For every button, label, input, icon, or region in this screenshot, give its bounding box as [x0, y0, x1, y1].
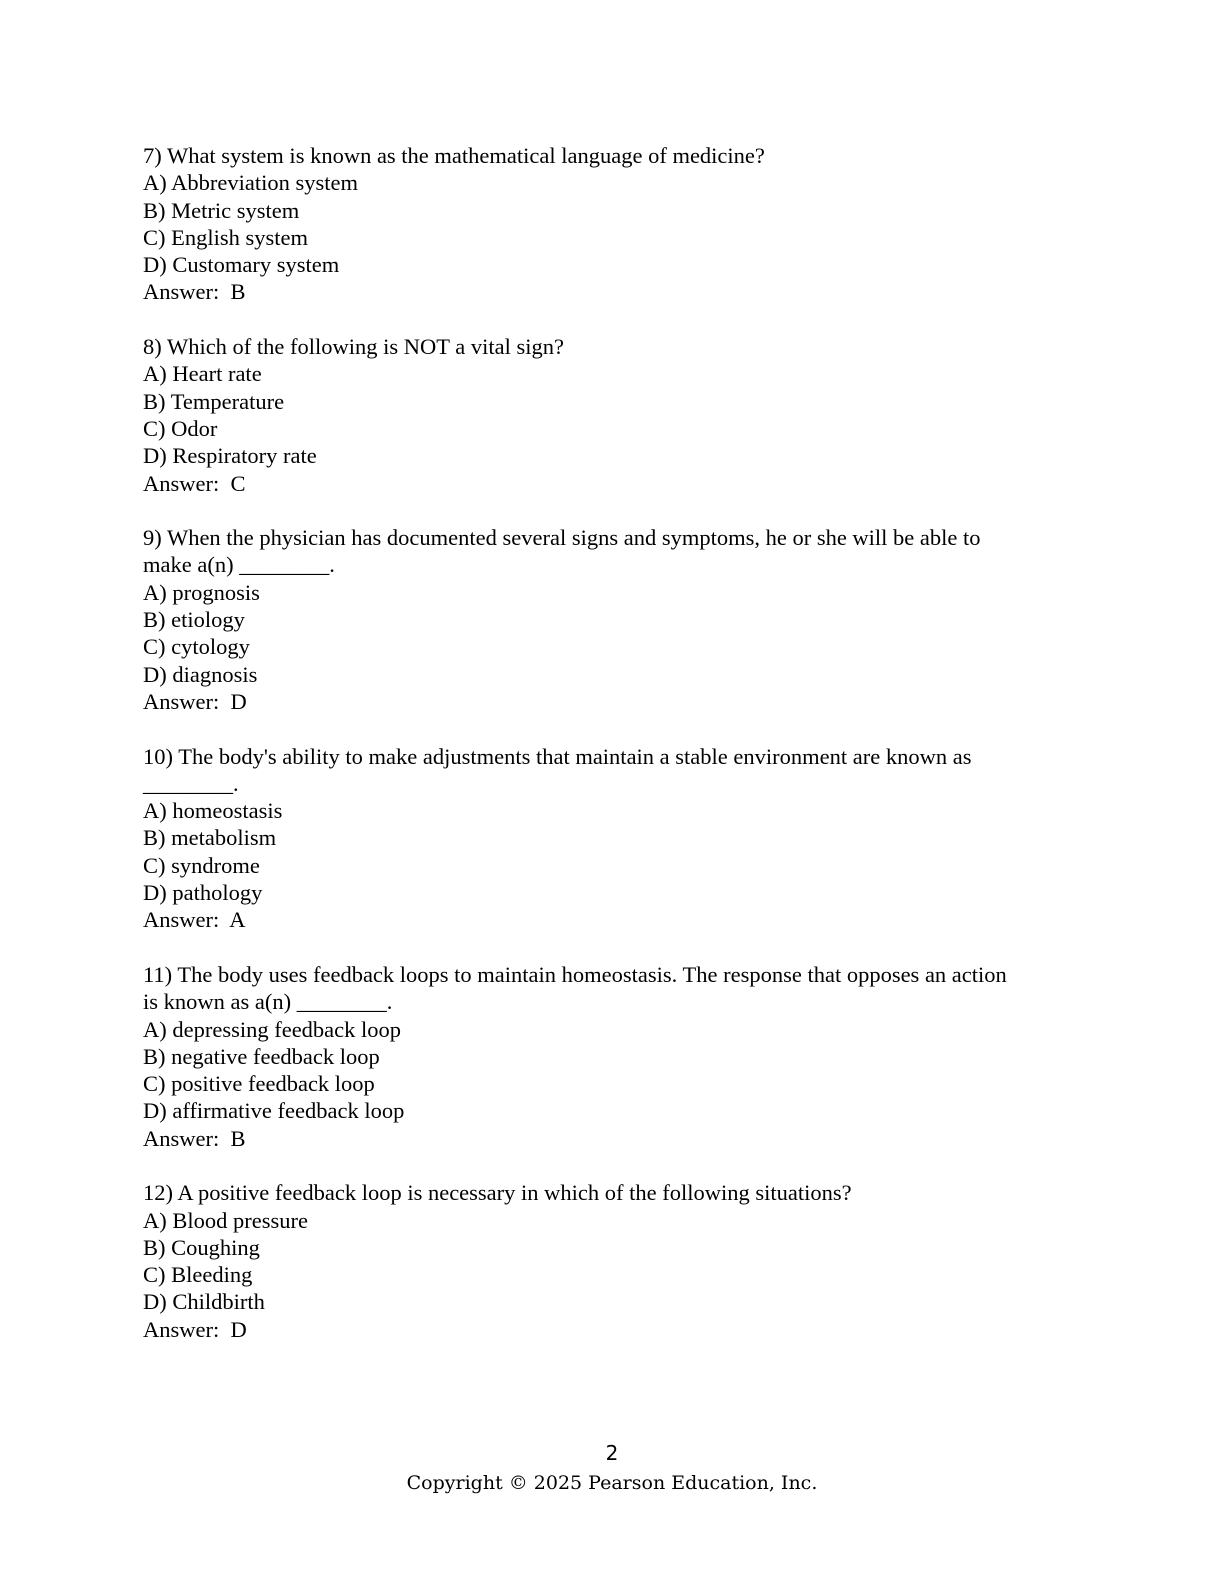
question-10 — [143, 743, 1083, 934]
page-number: 2 — [605, 1441, 619, 1465]
question-stem: 11) The body uses feedback loops to maintain homeostasis. The response that opposes an action — [143, 961, 1007, 987]
option-b: B) Coughing — [143, 1234, 260, 1260]
question-12 — [143, 1179, 1083, 1343]
option-b: B) etiology — [143, 607, 245, 633]
question-stem: 12) A positive feedback loop is necessary in which of the following situations? — [143, 1180, 852, 1206]
option-c: C) Bleeding — [143, 1262, 253, 1288]
copyright-notice: Copyright © 2025 Pearson Education, Inc. — [406, 1472, 818, 1494]
option-d: D) Childbirth — [143, 1289, 265, 1315]
answer: Answer: D — [143, 1316, 247, 1342]
question-stem: 7) What system is known as the mathematical language of medicine? — [143, 143, 765, 168]
option-d: D) affirmative feedback loop — [143, 1098, 405, 1124]
answer: Answer: B — [143, 1125, 246, 1151]
question-9 — [143, 524, 1083, 715]
answer: Answer: B — [143, 279, 246, 305]
question-stem-continued: is known as a(n) ________. — [143, 989, 393, 1015]
question-list — [143, 142, 1083, 1370]
answer: Answer: C — [143, 470, 246, 496]
option-c: C) English system — [143, 224, 309, 250]
question-8 — [143, 333, 1083, 497]
question-stem-continued: make a(n) ________. — [143, 552, 335, 578]
question-7 — [143, 142, 1083, 306]
option-d: D) Respiratory rate — [143, 443, 317, 469]
option-a: A) depressing feedback loop — [143, 1016, 402, 1042]
option-d: D) diagnosis — [143, 661, 258, 687]
question-stem: 8) Which of the following is NOT a vital sign? — [143, 334, 564, 360]
question-stem-continued: ________. — [143, 770, 239, 796]
option-a: A) prognosis — [143, 579, 260, 605]
option-b: B) Metric system — [143, 197, 300, 223]
option-b: B) negative feedback loop — [143, 1043, 380, 1069]
option-a: A) Heart rate — [143, 361, 262, 387]
question-stem: 10) The body's ability to make adjustments that maintain a stable environment are known as — [143, 743, 972, 769]
answer: Answer: D — [143, 688, 247, 714]
option-c: C) positive feedback loop — [143, 1071, 375, 1097]
question-11 — [143, 961, 1083, 1152]
option-a: A) homeostasis — [143, 798, 283, 824]
option-b: B) metabolism — [143, 825, 277, 851]
option-c: C) Odor — [143, 415, 218, 441]
answer: Answer: A — [143, 907, 246, 933]
option-a: A) Blood pressure — [143, 1207, 308, 1233]
option-d: D) pathology — [143, 880, 263, 906]
option-b: B) Temperature — [143, 388, 285, 414]
question-stem: 9) When the physician has documented several signs and symptoms, he or she will be able to — [143, 525, 981, 551]
option-c: C) syndrome — [143, 852, 260, 878]
option-a: A) Abbreviation system — [143, 170, 358, 196]
option-d: D) Customary system — [143, 252, 340, 278]
option-c: C) cytology — [143, 634, 250, 660]
